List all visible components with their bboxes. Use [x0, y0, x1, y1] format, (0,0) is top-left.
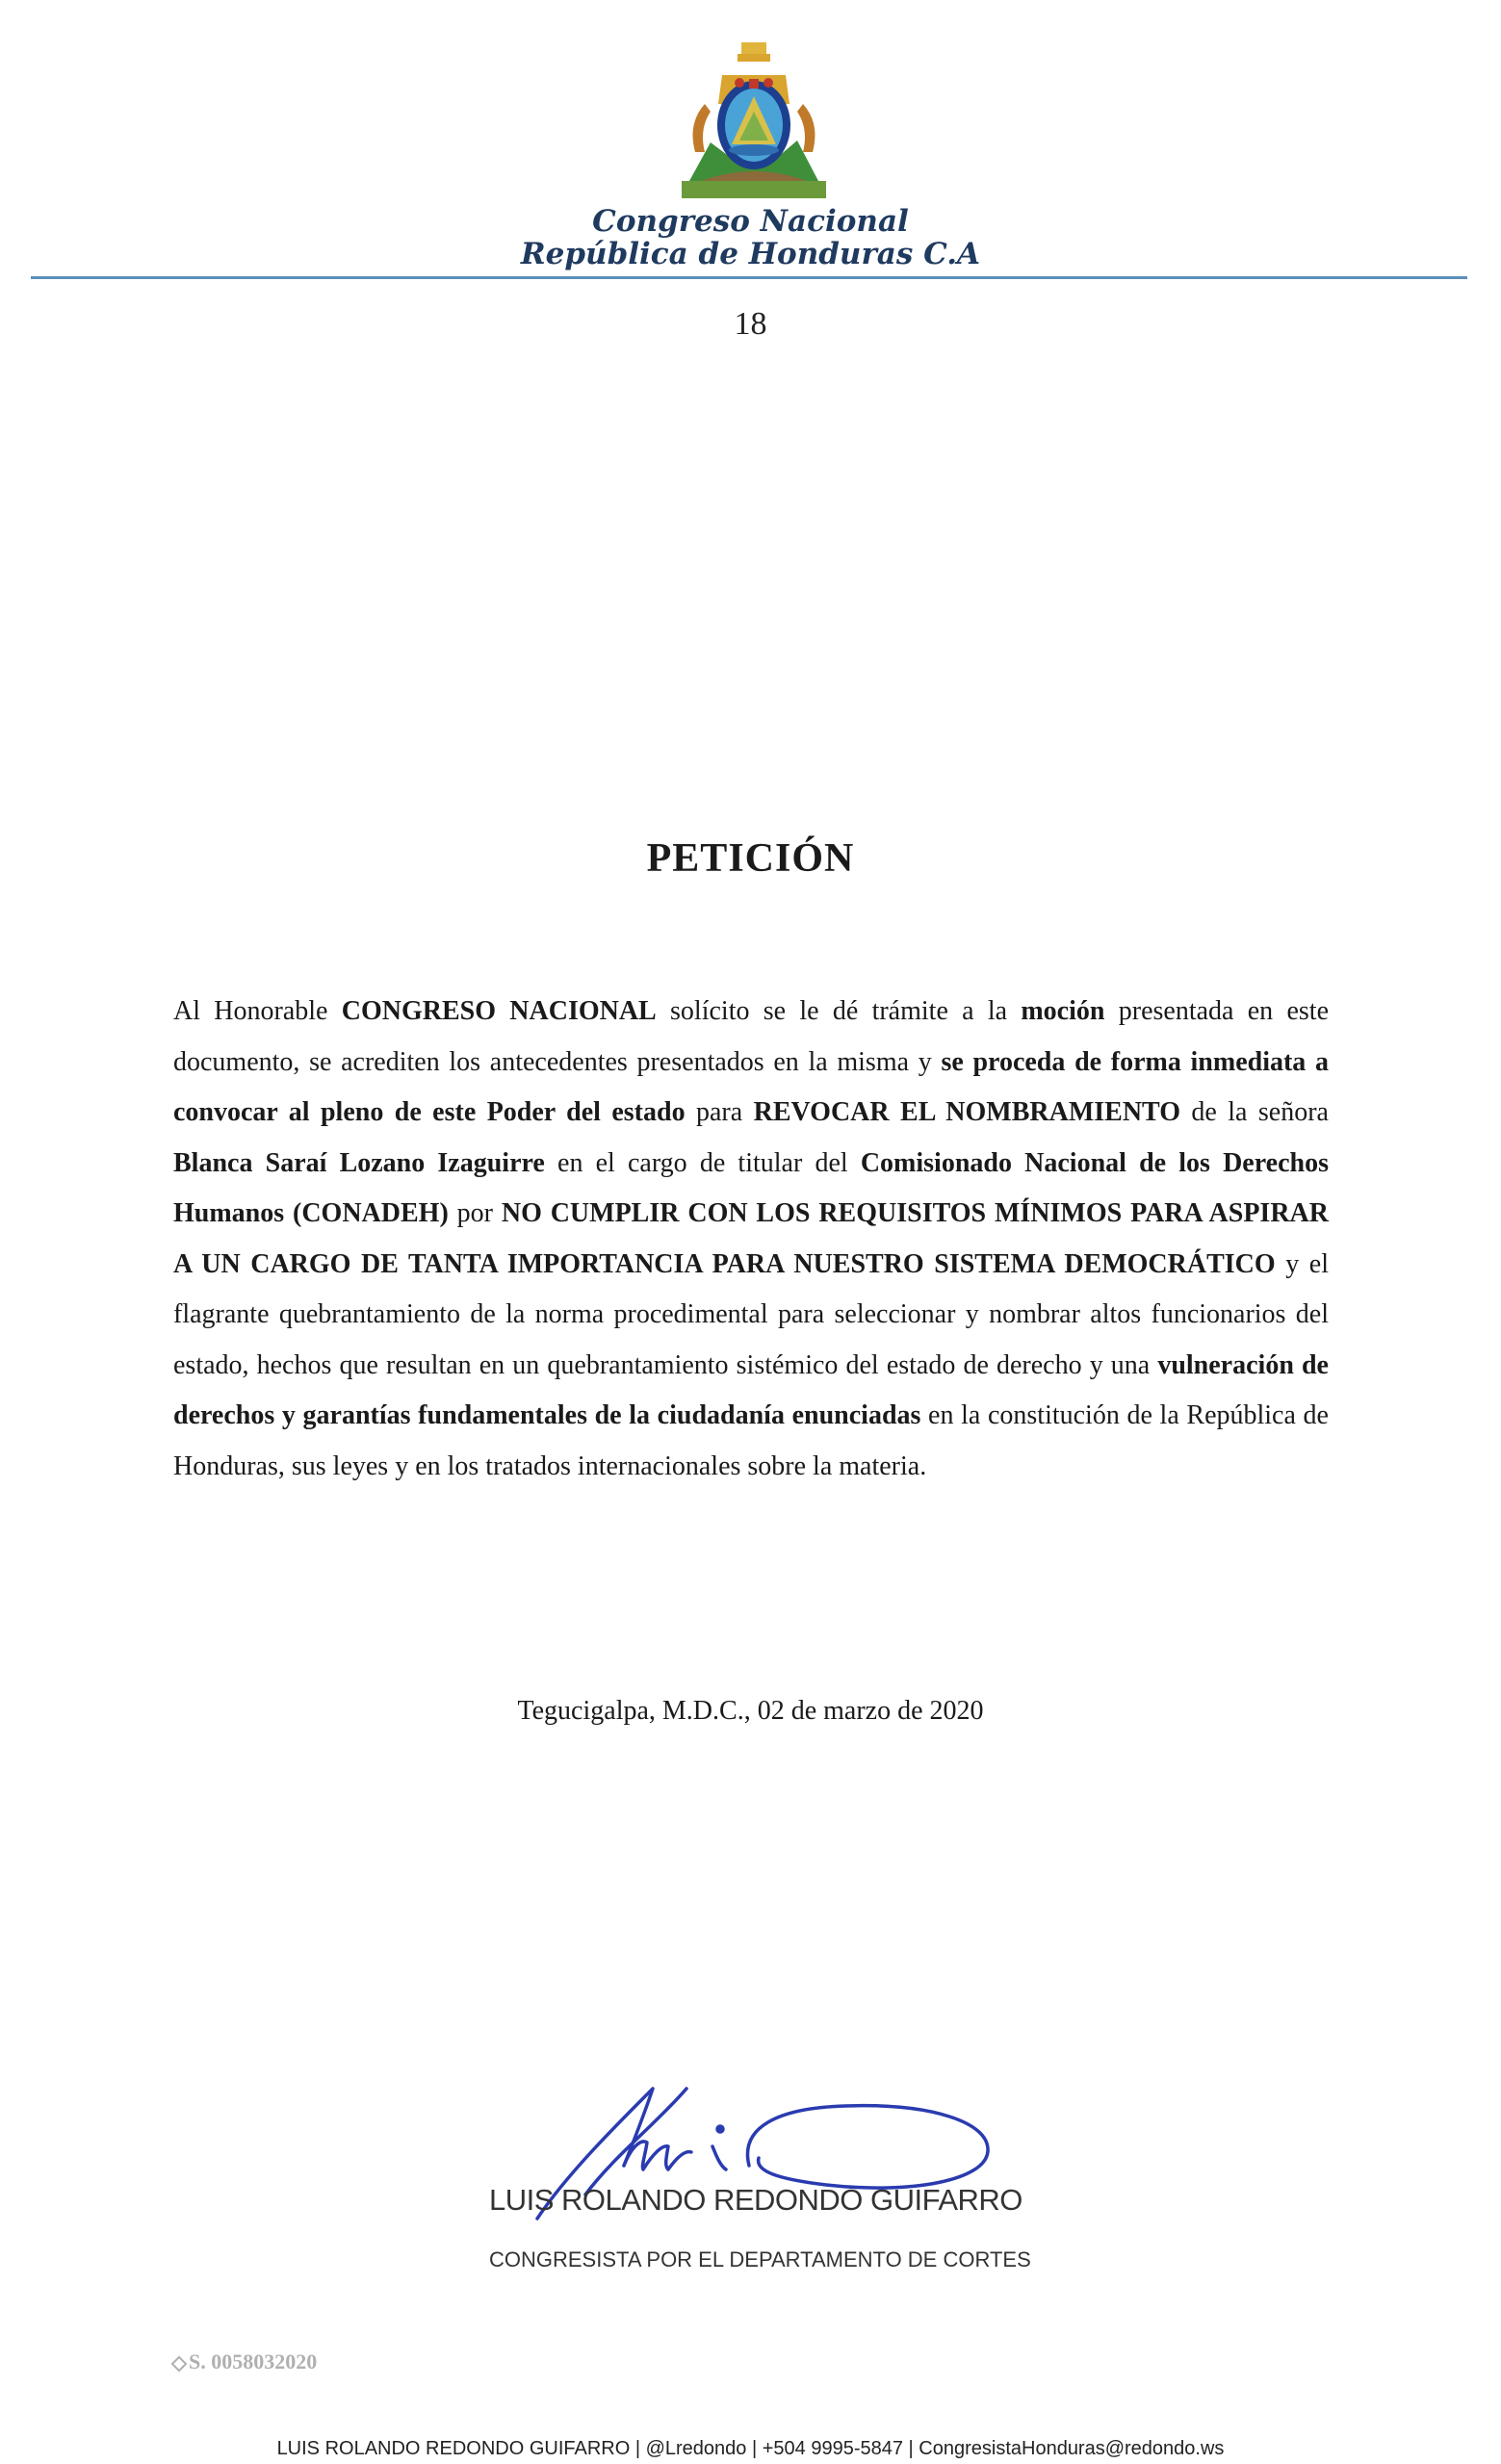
body-bold-run: NO CUMPLIR CON LOS REQUISITOS MÍNIMOS PARA ASPIRAR A UN CARGO DE TANTA IMPORTANCIA PARA NUESTRO SISTEMA DEMOCRÁTICO: [173, 1198, 1329, 1279]
body-bold-run: vulneración de derechos y garantías fundamentales de la ciudadanía enunciadas: [173, 1349, 1329, 1430]
body-bold-run: moción: [1021, 996, 1105, 1026]
footer-contact: LUIS ROLANDO REDONDO GUIFARRO | @Lredondo | +504 9995-5847 | CongresistaHonduras@redondo.ws: [276, 2438, 1225, 2459]
document-stamp: [173, 2349, 317, 2374]
letterhead-divider: [31, 276, 1467, 279]
body-text-run: Al Honorable: [173, 996, 342, 1026]
body-text-run: en la constitución de la República de Honduras, sus leyes y en los tratados internacionales sobre la materia.: [173, 1400, 1329, 1481]
body-bold-run: Blanca Saraí Lozano Izaguirre: [173, 1147, 545, 1178]
body-text-run: para: [685, 1097, 754, 1127]
body-bold-run: CONGRESO NACIONAL: [341, 996, 657, 1026]
coat-of-arms-icon: [682, 37, 826, 198]
signer-role: CONGRESISTA POR EL DEPARTAMENTO DE CORTES: [489, 2247, 1031, 2272]
body-bold-run: se proceda de forma inmediata a convocar al pleno de este Poder del estado: [173, 1046, 1329, 1127]
place-and-date: Tegucigalpa, M.D.C., 02 de marzo de 2020: [517, 1696, 984, 1726]
body-text-run: y el flagrante quebrantamiento de la norma procedimental para seleccionar y nombrar altos funcionarios del estado, hechos que resultan en un quebrantamiento sistémico del estado de derecho y una: [173, 1248, 1329, 1380]
letterhead-title: Congreso Nacional: [592, 204, 909, 239]
body-bold-run: REVOCAR EL NOMBRAMIENTO: [753, 1097, 1180, 1127]
body-text-run: solícito se le dé trámite a la: [656, 996, 1022, 1026]
page-number: 18: [734, 306, 767, 342]
signer-name: LUIS ROLANDO REDONDO GUIFARRO: [489, 2183, 1022, 2217]
body-bold-run: Comisionado Nacional de los Derechos Humanos (CONADEH): [173, 1147, 1329, 1228]
stamp-number: S. 0058032020: [189, 2349, 318, 2374]
body-text-run: de la señora: [1180, 1097, 1329, 1127]
body-text-run: por: [448, 1198, 502, 1228]
letterhead-subtitle: República de Honduras C.A: [520, 237, 981, 271]
body-text-run: presentada en este documento, se acrediten los antecedentes presentados en la misma y: [173, 996, 1329, 1077]
document-title: PETICIÓN: [646, 836, 855, 881]
body-text-run: en el cargo de titular del: [544, 1147, 861, 1178]
stamp-diamond-icon: [171, 2355, 188, 2372]
petition-body: [173, 987, 1329, 1492]
